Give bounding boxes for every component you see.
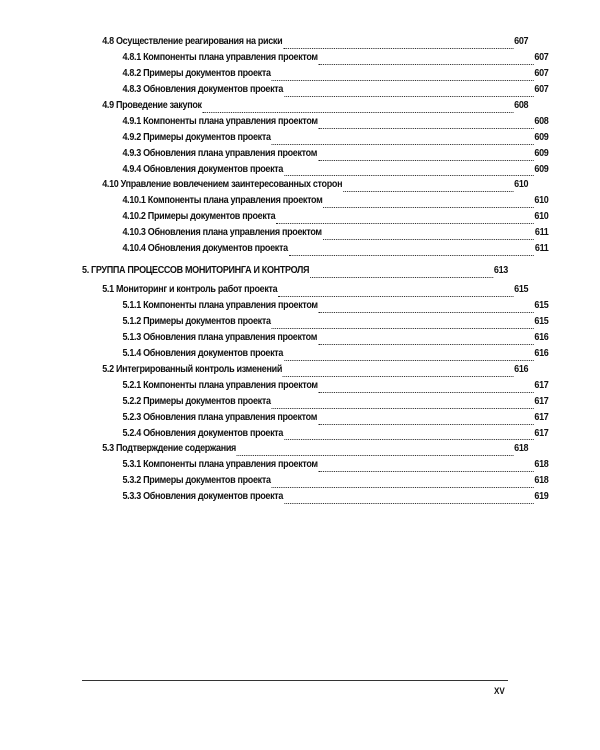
toc-dot-leader	[323, 239, 534, 240]
toc-dot-leader	[310, 277, 493, 278]
toc-entry-title: Примеры документов проекта	[143, 67, 271, 79]
toc-entry-page: 607	[534, 51, 549, 63]
toc-entry-number: 4.8.2	[122, 67, 144, 79]
toc-entry-number: 4.10.1	[122, 195, 148, 207]
toc-entry-number: 5.1.2	[122, 315, 144, 327]
toc-entry[interactable]	[82, 164, 548, 180]
toc-entry-number: 5.2.3	[122, 411, 144, 423]
toc-entry-title: Обновления документов проекта	[143, 163, 284, 175]
toc-entry[interactable]	[82, 475, 548, 491]
toc-entry-number: 5.3.2	[122, 475, 144, 487]
toc-dot-leader	[319, 128, 534, 129]
toc-entry-page: 617	[534, 395, 549, 407]
toc-dot-leader	[318, 160, 533, 161]
page-number: XV	[494, 686, 506, 697]
toc-entry-page: 611	[534, 227, 549, 239]
toc-entry-number: 5.1	[102, 284, 116, 296]
toc-entry[interactable]	[82, 68, 548, 84]
toc-entry-page: 609	[534, 163, 549, 175]
toc-dot-leader	[284, 439, 533, 440]
toc-dot-leader	[283, 376, 513, 377]
toc-entry-page: 616	[534, 347, 549, 359]
toc-entry-page: 611	[534, 243, 549, 255]
toc-entry-page: 616	[514, 363, 529, 375]
toc-dot-leader	[319, 392, 534, 393]
toc-entry-number: 4.9	[102, 99, 116, 111]
toc-entry-number: 4.8.1	[122, 51, 144, 63]
toc-entry[interactable]	[82, 443, 528, 459]
toc-entry-title: Обновления плана управления проектом	[147, 227, 322, 239]
toc-entry-page: 618	[514, 443, 529, 455]
toc-entry-number: 4.9.4	[122, 163, 144, 175]
toc-entry-title: Компоненты плана управления проектом	[143, 51, 318, 63]
toc-entry[interactable]	[82, 243, 548, 259]
toc-entry-title: Примеры документов проекта	[143, 395, 271, 407]
toc-dot-leader	[276, 223, 533, 224]
toc-entry-title: Компоненты плана управления проектом	[143, 379, 318, 391]
toc-entry[interactable]	[82, 380, 548, 396]
toc-dot-leader	[284, 503, 533, 504]
toc-dot-leader	[278, 296, 513, 297]
toc-entry-number: 5.2	[102, 363, 116, 375]
toc-entry[interactable]	[82, 265, 508, 281]
toc-entry-number: 5.2.2	[122, 395, 144, 407]
toc-entry-page: 609	[534, 147, 549, 159]
toc-entry[interactable]	[82, 52, 548, 68]
toc-entry[interactable]	[82, 148, 548, 164]
toc-entry-title: Обновления плана управления проектом	[143, 411, 318, 423]
toc-entry-number: 4.10.2	[122, 211, 148, 223]
toc-entry-number: 5.1.3	[122, 331, 144, 343]
toc-entry-title: Компоненты плана управления проектом	[143, 115, 318, 127]
toc-dot-leader	[283, 48, 513, 49]
toc-entry-title: Подтверждение содержания	[115, 443, 236, 455]
toc-entry-number: 4.10.4	[122, 243, 148, 255]
toc-entry[interactable]	[82, 300, 548, 316]
toc-entry-title: Примеры документов проекта	[143, 475, 271, 487]
toc-dot-leader	[319, 64, 534, 65]
toc-entry-number: 5.3.3	[122, 491, 144, 503]
toc-dot-leader	[284, 175, 533, 176]
toc-dot-leader	[319, 312, 534, 313]
toc-entry[interactable]	[82, 284, 528, 300]
toc-entry-title: Компоненты плана управления проектом	[147, 195, 323, 207]
toc-entry-title: Обновления документов проекта	[147, 243, 288, 255]
toc-entry-page: 613	[493, 265, 509, 277]
toc-entry-number: 4.9.2	[122, 131, 144, 143]
toc-entry[interactable]	[82, 132, 548, 148]
toc-entry[interactable]	[82, 459, 548, 475]
toc-entry-number: 5.2.4	[122, 427, 144, 439]
toc-entry-number: 4.8	[102, 36, 116, 47]
toc-dot-leader	[272, 144, 534, 145]
toc-entry-page: 617	[534, 379, 549, 391]
toc-dot-leader	[323, 207, 533, 208]
toc-entry[interactable]	[82, 36, 528, 52]
toc-entry-number: 4.10	[102, 179, 121, 191]
toc-entry-page: 610	[534, 211, 549, 223]
toc-dot-leader	[272, 80, 534, 81]
toc-entry-title: Обновления плана управления проектом	[143, 331, 318, 343]
toc-entry[interactable]	[82, 348, 548, 364]
toc-entry-page: 617	[534, 427, 549, 439]
toc-entry-title: Компоненты плана управления проектом	[143, 300, 318, 311]
toc-entry-number: 4.8.3	[122, 83, 144, 95]
toc-entry[interactable]	[82, 491, 548, 507]
toc-entry-number: 5.1.4	[122, 347, 144, 359]
toc-entry[interactable]	[82, 428, 548, 444]
toc-dot-leader	[284, 96, 533, 97]
toc-entry-title: Обновления документов проекта	[143, 347, 284, 359]
toc-entry-number: 5.3.1	[122, 459, 144, 471]
toc-dot-leader	[343, 191, 513, 192]
toc-entry[interactable]	[82, 412, 548, 428]
toc-entry-title: ГРУППА ПРОЦЕССОВ МОНИТОРИНГА И КОНТРОЛЯ	[91, 265, 310, 277]
toc-entry[interactable]	[82, 396, 548, 412]
toc-entry-page: 615	[514, 284, 529, 296]
toc-entry-number: 5.1.1	[122, 300, 144, 311]
toc-entry-title: Примеры документов проекта	[143, 131, 271, 143]
toc-entry-page: 608	[514, 99, 529, 111]
toc-entry-page: 607	[514, 36, 529, 47]
toc-entry-number: 5.3	[102, 443, 116, 455]
toc-entry-page: 610	[534, 195, 549, 207]
toc-entry[interactable]	[82, 332, 548, 348]
toc-dot-leader	[272, 408, 534, 409]
toc-entry-page: 610	[514, 179, 529, 191]
toc-entry-page: 615	[534, 315, 549, 327]
toc-entry-page: 607	[534, 67, 549, 79]
toc-entry-page: 619	[534, 491, 549, 503]
toc-dot-leader	[319, 471, 534, 472]
toc-entry-title: Мониторинг и контроль работ проекта	[115, 284, 278, 296]
toc-entry-title: Компоненты плана управления проектом	[143, 459, 318, 471]
toc-entry[interactable]	[82, 195, 548, 211]
toc-entry-page: 607	[534, 83, 549, 95]
toc-entry-number: 5.2.1	[122, 379, 144, 391]
toc-dot-leader	[272, 487, 534, 488]
toc-entry-title: Проведение закупок	[115, 99, 202, 111]
toc-entry-page: 618	[534, 475, 549, 487]
toc-dot-leader	[284, 360, 533, 361]
toc-entry[interactable]	[82, 84, 548, 100]
table-of-contents	[82, 36, 549, 507]
toc-entry[interactable]	[82, 364, 528, 380]
toc-entry-title: Интегрированный контроль изменений	[115, 363, 283, 375]
toc-dot-leader	[237, 455, 513, 456]
toc-entry[interactable]	[82, 211, 548, 227]
toc-entry-page: 616	[534, 331, 549, 343]
toc-entry[interactable]	[82, 227, 548, 243]
toc-entry-title: Обновления документов проекта	[143, 427, 284, 439]
toc-entry-number: 4.9.1	[122, 115, 144, 127]
toc-entry-page: 615	[534, 300, 549, 311]
toc-entry-page: 609	[534, 131, 549, 143]
toc-dot-leader	[289, 255, 534, 256]
toc-entry[interactable]	[82, 316, 548, 332]
toc-dot-leader	[203, 112, 514, 113]
toc-entry-page: 617	[534, 411, 549, 423]
toc-entry-page: 608	[534, 115, 549, 127]
toc-entry-number: 5.	[82, 265, 92, 277]
toc-dot-leader	[318, 424, 533, 425]
toc-entry-title: Обновления плана управления проектом	[143, 147, 318, 159]
toc-entry[interactable]	[82, 179, 528, 195]
toc-entry-title: Примеры документов проекта	[147, 211, 276, 223]
toc-entry[interactable]	[82, 116, 548, 132]
footer-rule	[82, 680, 508, 681]
toc-entry[interactable]	[82, 100, 528, 116]
toc-entry-number: 4.9.3	[122, 147, 144, 159]
toc-entry-title: Осуществление реагирования на риски	[115, 36, 283, 47]
toc-entry-title: Примеры документов проекта	[143, 315, 271, 327]
toc-entry-page: 618	[534, 459, 549, 471]
toc-dot-leader	[318, 344, 533, 345]
toc-dot-leader	[272, 328, 534, 329]
toc-entry-title: Обновления документов проекта	[143, 491, 284, 503]
toc-entry-title: Обновления документов проекта	[143, 83, 284, 95]
toc-entry-title: Управление вовлечением заинтересованных сторон	[120, 179, 343, 191]
toc-entry-number: 4.10.3	[122, 227, 148, 239]
